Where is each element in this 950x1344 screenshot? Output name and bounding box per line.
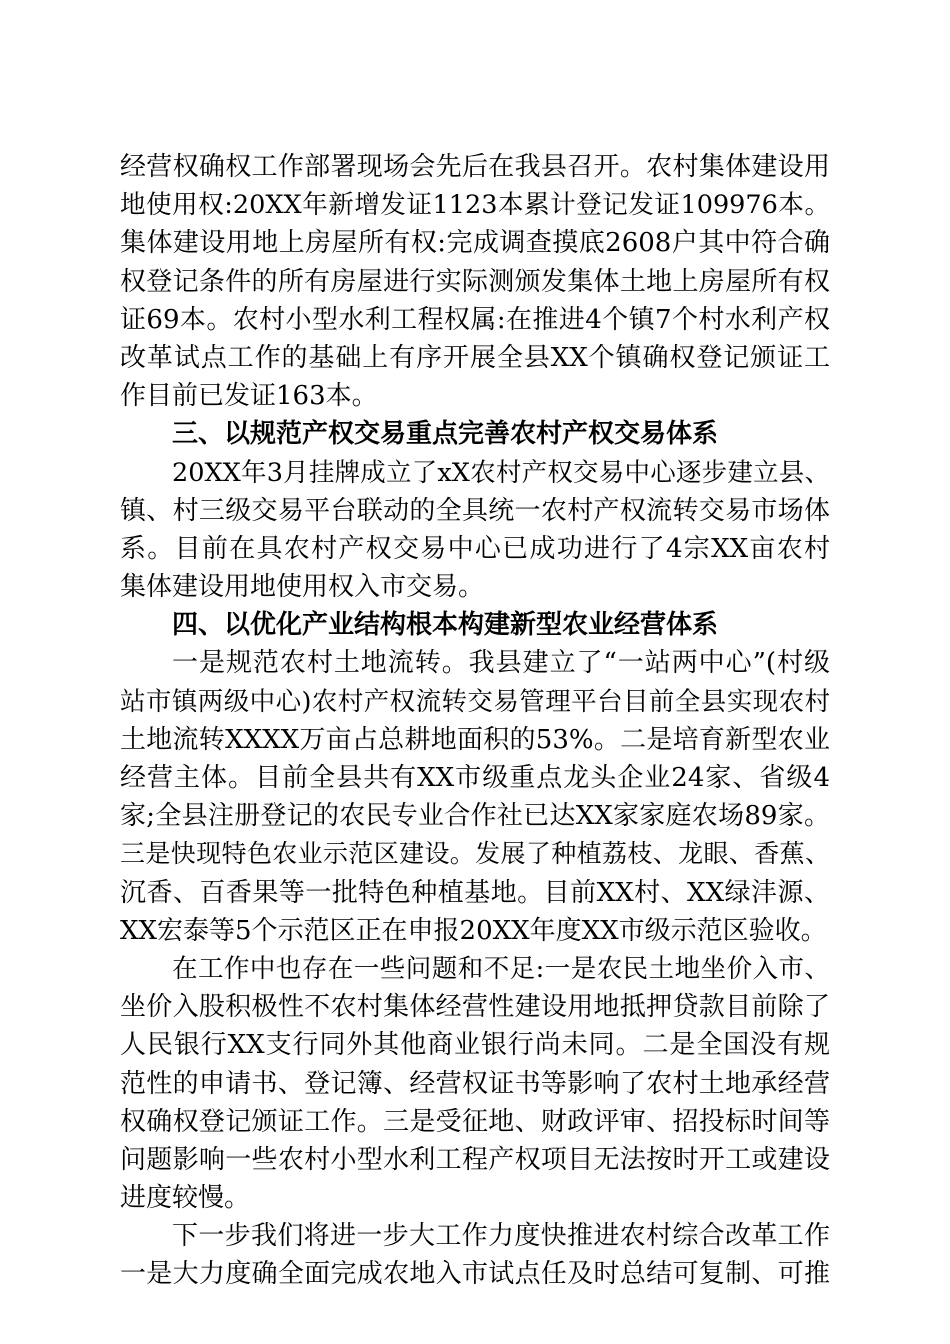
body-paragraph: [120, 148, 830, 415]
section-heading: [120, 606, 830, 644]
body-paragraph: [120, 644, 830, 950]
text-line: 下一步我们将进一步大工作力度快推进农村综合改革工作: [172, 1221, 830, 1252]
text-line: 系。目前在具农村产权交易中心已成功进行了4宗XX亩农村: [120, 533, 830, 564]
text-line: 权确权登记颁证工作。三是受征地、财政评审、招投标时间等: [120, 1106, 830, 1137]
text-line: 土地流转XXXX万亩占总耕地面积的53%。二是培育新型农业: [120, 724, 830, 755]
text-line: 人民银行XX支行同外其他商业银行尚未同。二是全国没有规: [120, 1030, 830, 1061]
text-line: 集体建设用地使用权入市交易。: [120, 572, 485, 603]
text-line: 站市镇两级中心)农村产权流转交易管理平台目前全县实现农村: [120, 686, 830, 717]
text-line: 20XX年3月挂牌成立了xX农村产权交易中心逐步建立县、: [172, 457, 830, 488]
text-line: 改革试点工作的基础上有序开展全县XX个镇确权登记颁证工: [120, 342, 830, 373]
text-line: 三是快现特色农业示范区建设。发展了种植荔枝、龙眼、香蕉、: [120, 839, 830, 869]
heading-text: 三、以规范产权交易重点完善农村产权交易体系: [172, 419, 719, 450]
text-line: 在工作中也存在一些问题和不足:一是农民土地坐价入市、: [172, 953, 830, 984]
text-line: 问题影响一些农村小型水利工程产权项目无法按时开工或建设: [120, 1144, 830, 1175]
text-line: 作目前已发证163本。: [120, 381, 378, 412]
text-line: 证69本。农村小型水利工程权属:在推进4个镇7个村水利产权: [120, 304, 830, 335]
section-heading: [120, 415, 830, 453]
text-line: 地使用权:20XX年新增发证1123本累计登记发证109976本。: [120, 190, 830, 221]
text-line: 一是规范农村土地流转。我县建立了“一站两中心”(村级: [172, 648, 830, 679]
text-line: 经营主体。目前全县共有XX市级重点龙头企业24家、省级4: [120, 763, 830, 793]
text-line: 经营权确权工作部署现场会先后在我县召开。农村集体建设用: [120, 152, 830, 182]
text-line: 沉香、百香果等一批特色种植基地。目前XX村、XX绿沣源、: [120, 877, 830, 908]
text-line: 坐价入股积极性不农村集体经营性建设用地抵押贷款目前除了: [120, 992, 830, 1023]
text-line: 家;全县注册登记的农民专业合作社已达XX家家庭农场89家。: [120, 801, 830, 832]
body-paragraph: [120, 454, 830, 607]
text-line: 镇、村三级交易平台联动的全具统一农村产权流转交易市场体: [120, 495, 830, 526]
document-page: [120, 148, 830, 1294]
body-paragraph: [120, 1217, 830, 1293]
text-line: 权登记条件的所有房屋进行实际测颁发集体土地上房屋所有权: [120, 266, 830, 297]
text-line: 进度较慢。: [120, 1183, 251, 1214]
body-paragraph: [120, 950, 830, 1217]
text-line: 一是大力度确全面完成农地入市试点任及时总结可复制、可推: [120, 1259, 830, 1290]
text-line: 集体建设用地上房屋所有权:完成调查摸底2608户其中符合确: [120, 228, 830, 259]
text-line: XX宏泰等5个示范区正在申报20XX年度XX市级示范区验收。: [120, 915, 827, 946]
heading-text: 四、以优化产业结构根本构建新型农业经营体系: [172, 610, 719, 641]
text-line: 范性的申请书、登记簿、经营权证书等影响了农村土地承经营: [120, 1068, 830, 1099]
